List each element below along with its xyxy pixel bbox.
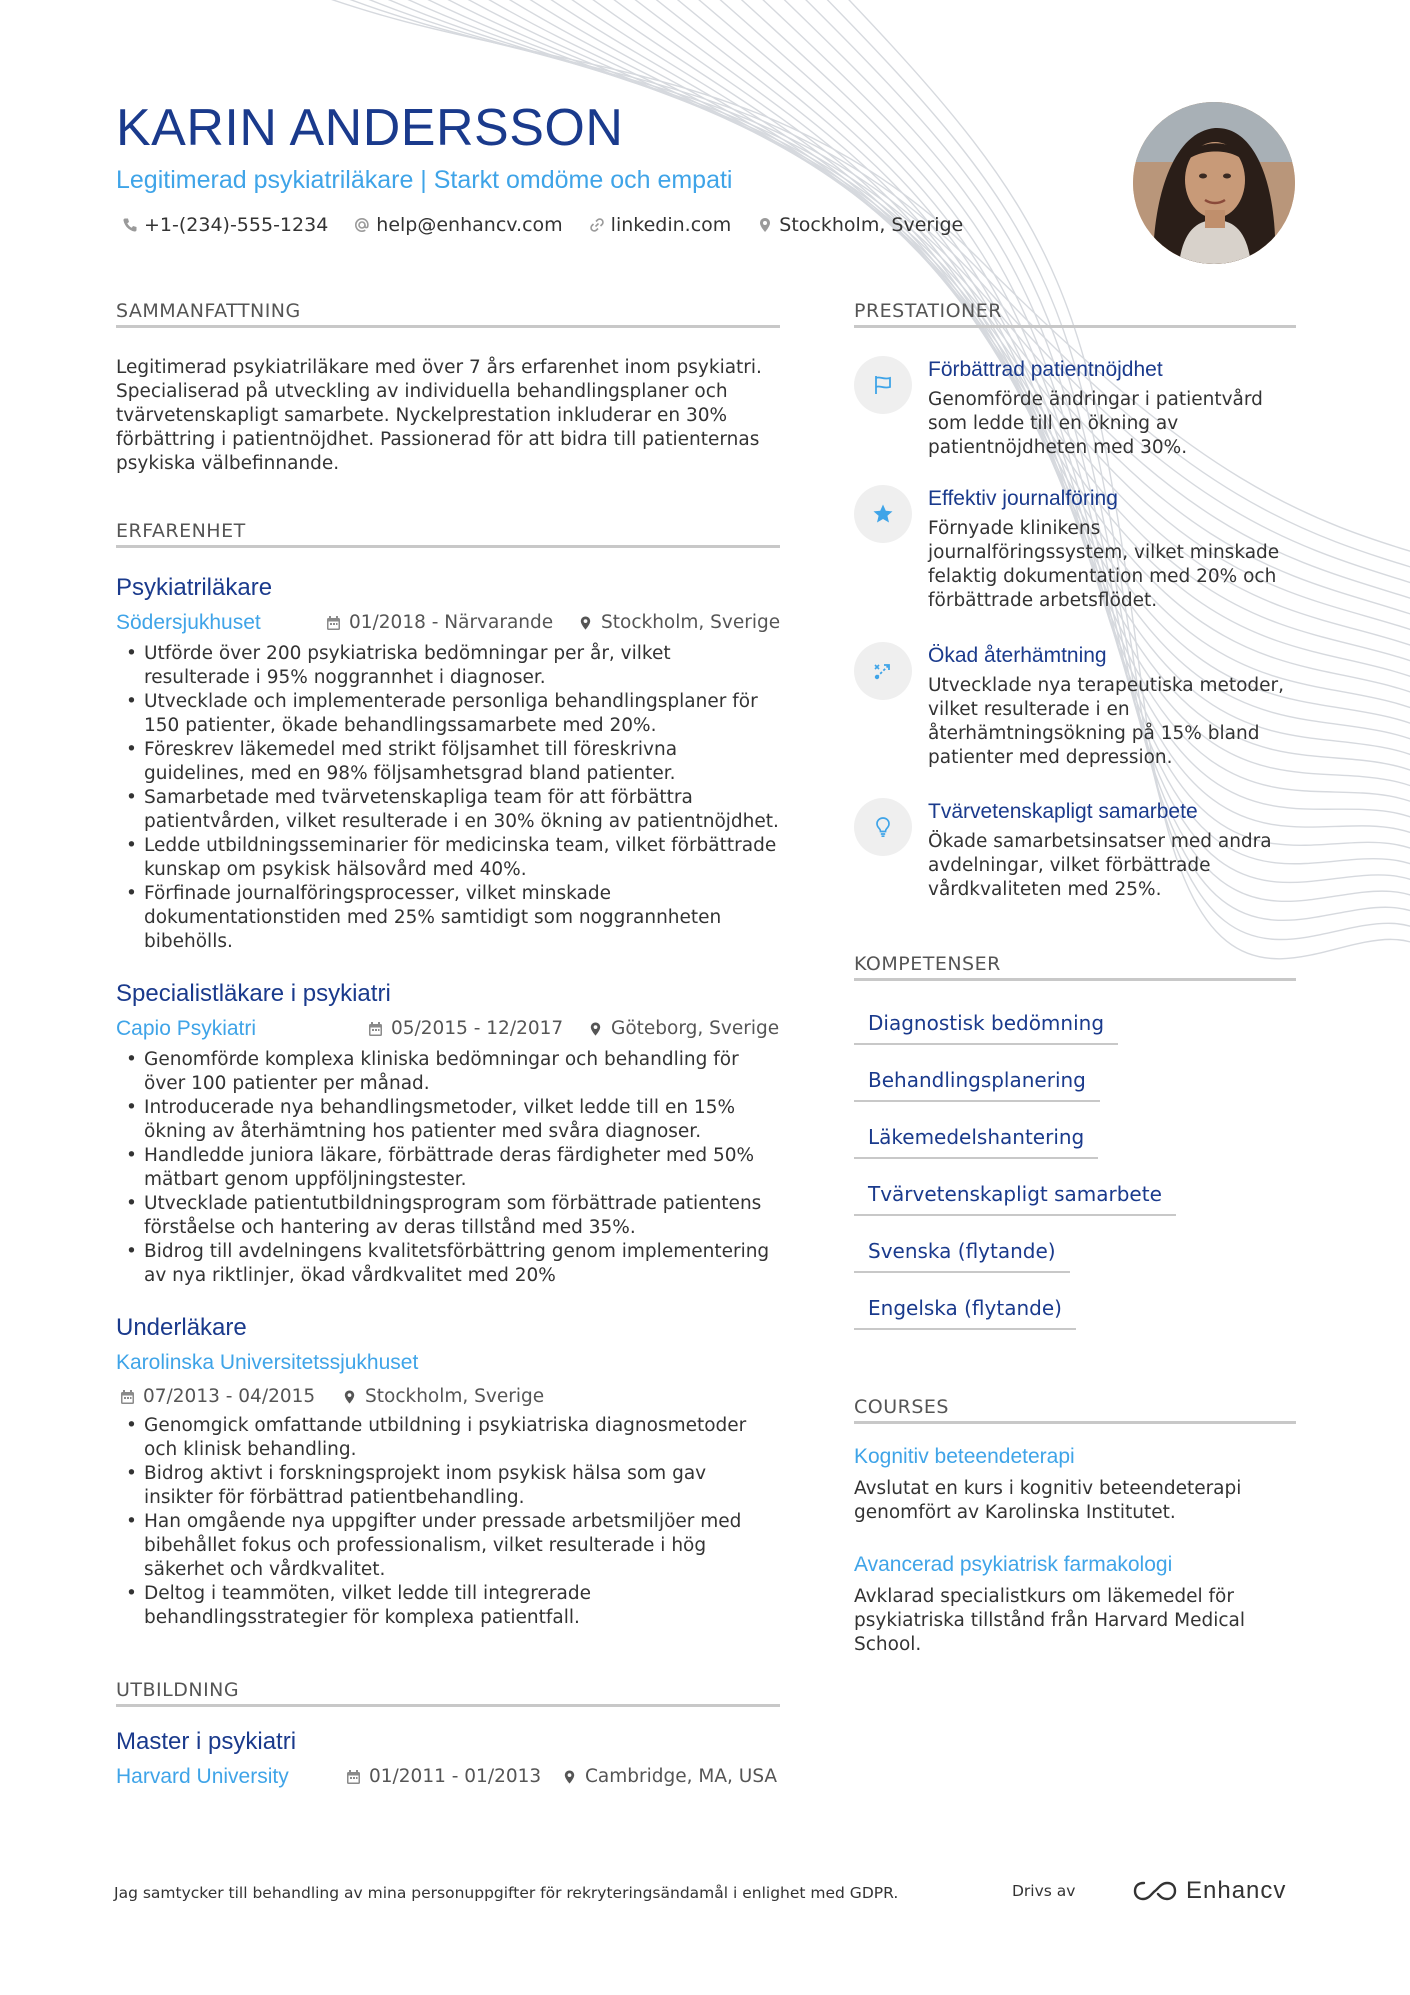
candidate-tagline: Legitimerad psykiatriläkare | Starkt omdöme och empati xyxy=(116,166,733,194)
section-title-skills: KOMPETENSER xyxy=(854,953,1296,981)
bullet-item: • Handledde juniora läkare, förbättrade deras färdigheter med 50% mätbart genom uppföljningstester. xyxy=(116,1144,780,1192)
skill-tag: Tvärvetenskapligt samarbete xyxy=(854,1182,1176,1216)
skill-tag: Diagnostisk bedömning xyxy=(854,1011,1118,1045)
at-icon xyxy=(354,217,370,233)
job-dates xyxy=(120,1386,315,1407)
calendar-icon xyxy=(368,1021,383,1037)
job-title: Underläkare xyxy=(116,1314,247,1341)
skill-tag: Läkemedelshantering xyxy=(854,1125,1098,1159)
achievement-title: Tvärvetenskapligt samarbete xyxy=(928,800,1198,823)
contact-row xyxy=(122,214,963,236)
bullet-item: • Utförde över 200 psykiatriska bedömningar per år, vilket resulterade i 95% noggrannhet i diagnoser. xyxy=(116,642,780,690)
section-title-summary: SAMMANFATTNING xyxy=(116,300,780,328)
course-desc: Avklarad specialistkurs om läkemedel för psykiatriska tillstånd från Harvard Medical School. xyxy=(854,1586,1245,1655)
section-title-courses: COURSES xyxy=(854,1396,1296,1424)
contact-linkedin[interactable] xyxy=(589,214,732,236)
job-bullets xyxy=(116,1414,780,1630)
calendar-icon xyxy=(120,1389,135,1405)
candidate-name: KARIN ANDERSSON xyxy=(116,99,624,157)
contact-phone[interactable] xyxy=(122,214,328,236)
course-desc: Avslutat en kurs i kognitiv beteendeterapi genomfört av Karolinska Institutet. xyxy=(854,1478,1242,1523)
achievement-item xyxy=(854,798,1294,908)
flag-icon xyxy=(871,373,895,397)
job-company: Capio Psykiatri xyxy=(116,1017,257,1040)
bullet-item: • Introducerade nya behandlingsmetoder, vilket ledde till en 15% ökning av återhämtning hos patienter med svåra diagnoser. xyxy=(116,1096,780,1144)
summary-text: Legitimerad psykiatriläkare med över 7 års erfarenhet inom psykiatri. Specialiserad på utveckling av individuella behandlingsplaner och tvärvetenskapligt samarbete. Nyckelprestation inkluderar en 30% förbättring i patientnöjdhet. Passionerad för att bidra till patienternas psykiska välbefinnande. xyxy=(116,357,762,474)
job-title: Psykiatriläkare xyxy=(116,574,273,601)
achievement-title: Förbättrad patientnöjdhet xyxy=(928,358,1163,381)
education-school: Harvard University xyxy=(116,1765,289,1788)
contact-location xyxy=(757,214,963,236)
job-dates-text: 07/2013 - 04/2015 xyxy=(143,1386,316,1407)
gdpr-consent: Jag samtycker till behandling av mina personuppgifter för rekryteringsändamål i enlighet med GDPR. xyxy=(114,1884,899,1902)
phone-icon xyxy=(122,217,138,233)
calendar-icon xyxy=(326,615,341,631)
job-title: Specialistläkare i psykiatri xyxy=(116,980,391,1007)
education-dates-text: 01/2011 - 01/2013 xyxy=(369,1766,542,1787)
achievement-item xyxy=(854,642,1294,772)
contact-email-text: help@enhancv.com xyxy=(376,214,563,236)
achievement-icon-wrap xyxy=(854,485,912,543)
job-location xyxy=(578,612,780,633)
course-title: Avancerad psykiatrisk farmakologi xyxy=(854,1553,1173,1576)
education-location-text: Cambridge, MA, USA xyxy=(585,1766,778,1787)
job-location-text: Stockholm, Sverige xyxy=(601,612,781,633)
achievement-title: Ökad återhämtning xyxy=(928,644,1107,667)
achievement-desc: Ökade samarbetsinsatser med andra avdelningar, vilket förbättrade vårdkvaliteten med 25%. xyxy=(928,831,1272,900)
profile-photo-illustration xyxy=(1133,102,1295,264)
powered-by-label: Drivs av xyxy=(1012,1882,1076,1900)
calendar-icon xyxy=(346,1769,361,1785)
contact-email[interactable] xyxy=(354,214,562,236)
bullet-item: • Ledde utbildningsseminarier för medicinska team, vilket förbättrade kunskap om psykisk hälsovård med 40%. xyxy=(116,834,780,882)
section-title-experience: ERFARENHET xyxy=(116,520,780,548)
achievement-icon-wrap xyxy=(854,798,912,856)
job-dates-text: 01/2018 - Närvarande xyxy=(349,612,554,633)
contact-phone-text: +1-(234)-555-1234 xyxy=(144,214,329,236)
contact-linkedin-text: linkedin.com xyxy=(610,214,732,236)
section-title-achievements: PRESTATIONER xyxy=(854,300,1296,328)
education-dates xyxy=(346,1766,541,1787)
job-dates xyxy=(326,612,553,633)
contact-location-text: Stockholm, Sverige xyxy=(779,214,964,236)
job-company: Karolinska Universitetssjukhuset xyxy=(116,1351,419,1374)
job-dates-text: 05/2015 - 12/2017 xyxy=(391,1018,564,1039)
skill-tag: Engelska (flytande) xyxy=(854,1296,1076,1330)
bullet-item: • Utvecklade patientutbildningsprogram som förbättrade patientens förståelse och hantering av deras tillstånd med 35%. xyxy=(116,1192,780,1240)
achievement-item xyxy=(854,485,1294,615)
location-pin-icon xyxy=(757,217,773,233)
skill-tag: Behandlingsplanering xyxy=(854,1068,1100,1102)
job-location xyxy=(342,1386,544,1407)
achievement-desc: Genomförde ändringar i patientvård som ledde till en ökning av patientnöjdheten med 30%. xyxy=(928,389,1263,458)
job-location-text: Göteborg, Sverige xyxy=(611,1018,780,1039)
infinity-logo-icon xyxy=(1132,1879,1178,1903)
job-location xyxy=(588,1018,779,1039)
lightbulb-icon xyxy=(871,815,895,839)
education-location xyxy=(562,1766,777,1787)
star-icon xyxy=(871,502,895,526)
achievement-icon-wrap xyxy=(854,356,912,414)
job-bullets xyxy=(116,1048,780,1288)
bullet-item: • Genomförde komplexa kliniska bedömningar och behandling för över 100 patienter per månad. xyxy=(116,1048,780,1096)
job-bullets xyxy=(116,642,780,954)
enhancv-logo[interactable] xyxy=(1132,1877,1286,1905)
bullet-item: • Han omgående nya uppgifter under pressade arbetsmiljöer med bibehållet fokus och professionalism, vilket resulterade i hög säkerhet och vårdkvalitet. xyxy=(116,1510,780,1582)
achievement-desc: Förnyade klinikens journalföringssystem, vilket minskade felaktig dokumentation med 20% och förbättrade arbetsflödet. xyxy=(928,518,1280,611)
bullet-item: • Föreskrev läkemedel med strikt följsamhet till föreskrivna guidelines, med en 98% följsamhetsgrad bland patienter. xyxy=(116,738,780,786)
link-icon xyxy=(589,217,605,233)
achievement-title: Effektiv journalföring xyxy=(928,487,1118,510)
achievement-desc: Utvecklade nya terapeutiska metoder, vilket resulterade i en återhämtningsökning på 15% bland patienter med depression. xyxy=(928,675,1285,768)
profile-photo xyxy=(1133,102,1295,264)
bullet-item: • Utvecklade och implementerade personliga behandlingsplaner för 150 patienter, ökade behandlingssamarbete med 20%. xyxy=(116,690,780,738)
location-pin-icon xyxy=(588,1021,603,1037)
brand-name: Enhancv xyxy=(1186,1877,1287,1904)
job-dates xyxy=(368,1018,563,1039)
location-pin-icon xyxy=(562,1769,577,1785)
job-company: Södersjukhuset xyxy=(116,611,261,634)
bullet-item: • Deltog i teammöten, vilket ledde till integrerade behandlingsstrategier för komplexa patientfall. xyxy=(116,1582,780,1630)
skill-tag: Svenska (flytande) xyxy=(854,1239,1070,1273)
location-pin-icon xyxy=(578,615,593,631)
bullet-item: • Bidrog till avdelningens kvalitetsförbättring genom implementering av nya riktlinjer, ökad vårdkvalitet med 20% xyxy=(116,1240,780,1288)
achievement-item xyxy=(854,356,1294,466)
bullet-item: • Förfinade journalföringsprocesser, vilket minskade dokumentationstiden med 25% samtidigt som noggrannheten bibehölls. xyxy=(116,882,780,954)
path-icon xyxy=(871,659,895,683)
course-title: Kognitiv beteendeterapi xyxy=(854,1445,1075,1468)
bullet-item: • Samarbetade med tvärvetenskapliga team för att förbättra patientvården, vilket resulterade i en 30% ökning av patientnöjdhet. xyxy=(116,786,780,834)
achievement-icon-wrap xyxy=(854,642,912,700)
section-title-education: UTBILDNING xyxy=(116,1679,780,1707)
job-location-text: Stockholm, Sverige xyxy=(365,1386,545,1407)
bullet-item: • Bidrog aktivt i forskningsprojekt inom psykisk hälsa som gav insikter för förbättrad patientbehandling. xyxy=(116,1462,780,1510)
bullet-item: • Genomgick omfattande utbildning i psykiatriska diagnosmetoder och klinisk behandling. xyxy=(116,1414,780,1462)
education-degree: Master i psykiatri xyxy=(116,1728,297,1755)
location-pin-icon xyxy=(342,1389,357,1405)
